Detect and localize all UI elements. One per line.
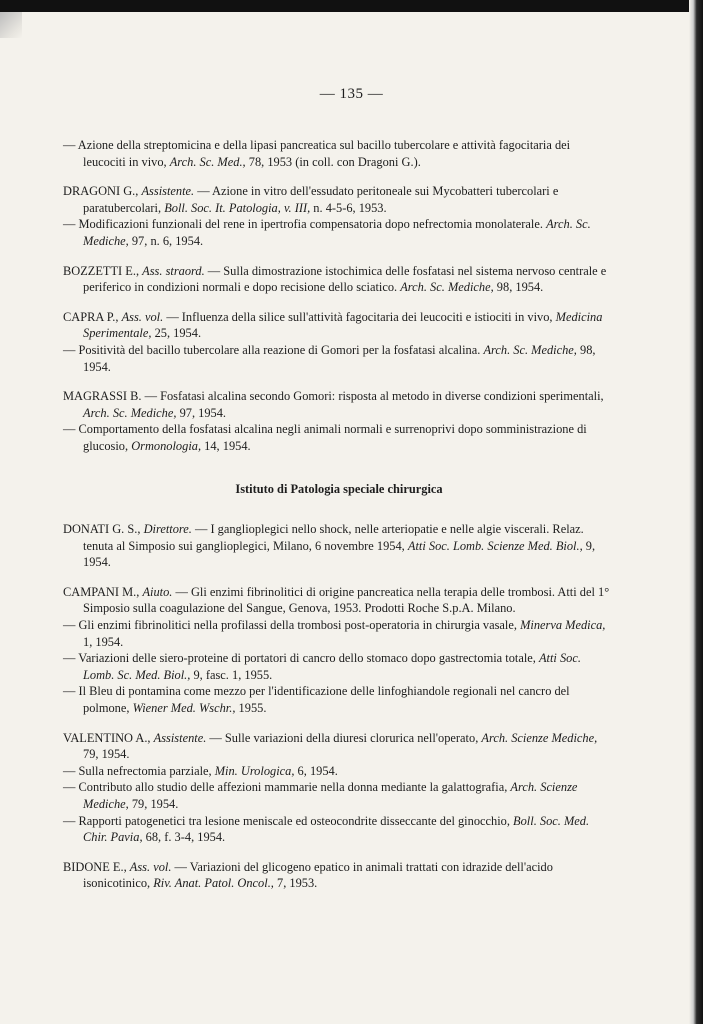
publication-title: — Fosfatasi alcalina secondo Gomori: risposta al metodo in diverse condizioni sperimentali, [141,389,604,404]
publication-title: — I ganglioplegici nello shock, nelle arteriopatie e nelle algie viscerali. Relaz. tenuta al Simposio sui ganglioplegici, Milano, 6 novembre 1954, [83,522,584,553]
journal-name: Atti Soc. Lomb. Scienze Med. Biol., [407,538,583,553]
citation-details: 97, n. 6, 1954. [128,233,204,248]
publication [63,617,615,650]
publication-title: — Positività del bacillo tubercolare alla reazione di Gomori per la fosfatasi alcalina. [63,342,484,357]
publication [63,309,615,342]
citation-details: 79, 1954. [83,747,130,762]
publication-title: — Variazioni del glicogeno epatico in animali trattati con idrazide dell'acido isonicotinico, [83,859,553,891]
publication [63,683,615,716]
author-entry [63,584,615,717]
publication [63,813,615,846]
publication-title: — Sulla nefrectomia parziale, [63,763,215,778]
journal-name: Minerva Medica, [520,618,606,633]
scan-right-edge [689,0,703,1024]
author-entry [63,859,615,892]
author-name: VALENTINO A., [63,730,151,745]
author-name: BIDONE E., [63,859,127,874]
author-entry [63,263,615,296]
publication-title: — Contributo allo studio delle affezioni mammarie nella donna mediante la galattografia, [63,780,511,795]
citation-details: 98, 1954. [493,280,544,295]
citation-details: 68, f. 3-4, 1954. [142,830,226,845]
author-entry [63,183,615,249]
author-role: Direttore. [143,522,192,537]
page-number: — 135 — [319,86,384,102]
author-name: MAGRASSI B. [63,389,142,404]
author-name: BOZZETTI E., [63,263,140,278]
publication [63,263,615,296]
journal-name: Arch. Scienze Mediche, [83,780,578,811]
author-role: Ass. vol. [129,859,172,874]
publication-title: — Sulla dimostrazione istochimica delle fosfatasi nel sistema nervoso centrale e periferico in condizioni normali e dopo recisione dello sciatico. [83,263,607,295]
citation-details: 25, 1954. [151,326,202,341]
citation-details: 79, 1954. [128,797,179,811]
author-role: Ass. straord. [142,263,205,278]
publication [63,342,615,375]
author-role: Assistente. [153,730,207,745]
publication [63,584,615,617]
journal-name: Boll. Soc. Med. Chir. Pavia, [83,813,590,845]
journal-name: Ormonologia, [131,438,202,453]
publication [63,779,615,812]
publication-title: — Modificazioni funzionali del rene in ipertrofia compensatoria dopo nefrectomia monolaterale. [63,217,547,232]
citation-details: 14, 1954. [201,438,251,453]
publication-title: — Il Bleu di pontamina come mezzo per l'identificazione delle linfoghiandole regionali nel cancro del polmone, [63,684,570,716]
citation-details: 78, 1953 (in coll. con Dragoni G.). [245,154,421,169]
journal-name: Arch. Sc. Mediche, [83,217,591,248]
author-entry [63,730,615,846]
journal-name: Riv. Anat. Patol. Oncol., [153,876,274,891]
publication-title: — Rapporti patogenetici tra lesione meniscale ed osteocondrite disseccante del ginocchio, [63,813,514,828]
scan-top-border [0,0,703,12]
publication [63,650,615,683]
publication [63,521,615,571]
citation-details: 9, 1954. [83,538,596,570]
author-name: CAPRA P., [63,309,119,324]
citation-details: n. 4-5-6, 1953. [310,200,387,215]
journal-name: Arch. Scienze Mediche, [481,730,598,745]
journal-name: Atti Soc. Lomb. Sc. Med. Biol., [83,651,581,682]
journal-name: Medicina Sperimentale, [83,309,603,341]
citation-details: 7, 1953. [273,876,318,891]
author-entry [63,388,615,454]
journal-name: Wiener Med. Wschr., [132,701,236,716]
journal-name: Arch. Sc. Mediche, [83,405,177,420]
publication [63,216,615,249]
citation-details: 98, 1954. [83,342,596,374]
author-name: CAMPANI M., [63,584,140,599]
publication [63,183,615,216]
publication-title: — Comportamento della fosfatasi alcalina negli animali normali e surrenoprivi dopo somministrazione di glucosio, [63,422,587,453]
journal-name: Arch. Sc. Med., [169,154,246,169]
publication-title: — Gli enzimi fibrinolitici di origine pancreatica nella terapia delle trombosi. Atti del 1° Simposio sulla coagulazione del Sangue, Genova, 1953. Prodotti Roche S.p.A. Milano. [83,584,610,616]
publication-title: — Azione in vitro dell'essudato peritoneale sui Mycobatteri tubercolari e paratubercolari, [83,184,559,215]
scan-corner-shadow [0,12,22,38]
author-entry [63,137,615,170]
publication-title: — Azione della streptomicina e della lipasi pancreatica sul bacillo tubercolare e attività fagocitaria dei leucociti in vivo, [63,138,571,169]
publication-title: — Gli enzimi fibrinolitici nella profilassi della trombosi post-operatoria in chirurgia vasale, [63,618,521,633]
journal-name: Arch. Sc. Mediche, [400,280,494,295]
author-name: DRAGONI G., [63,184,139,199]
journal-name: Boll. Soc. It. Patologia, v. III, [164,200,311,215]
citation-details: 6, 1954. [294,763,338,778]
section-heading: Istituto di Patologia speciale chirurgica [235,481,443,496]
publication [63,421,615,454]
journal-name: Arch. Sc. Mediche, [483,342,577,357]
author-entry [63,521,615,571]
publication [63,388,615,421]
citation-details: 1955. [235,701,267,716]
author-role: Aiuto. [142,584,173,599]
journal-name: Min. Urologica, [214,763,295,778]
publication-title: — Sulle variazioni della diuresi clorurica nell'operato, [206,730,482,745]
publication [63,763,615,780]
publication [63,730,615,763]
author-entry [63,309,615,375]
document-body [63,137,615,905]
citation-details: 97, 1954. [176,405,227,420]
publication [63,859,615,892]
publication-title: — Influenza della silice sull'attività fagocitaria dei leucociti e istiociti in vivo, [163,309,556,324]
author-role: Ass. vol. [121,309,164,324]
publication [63,137,615,170]
author-name: DONATI G. S., [63,522,141,537]
author-role: Assistente. [141,184,195,199]
publication-title: — Variazioni delle siero-proteine di portatori di cancro dello stomaco dopo gastrectomia totale, [63,651,539,666]
citation-details: 1, 1954. [83,634,124,649]
citation-details: 9, fasc. 1, 1955. [190,667,273,682]
